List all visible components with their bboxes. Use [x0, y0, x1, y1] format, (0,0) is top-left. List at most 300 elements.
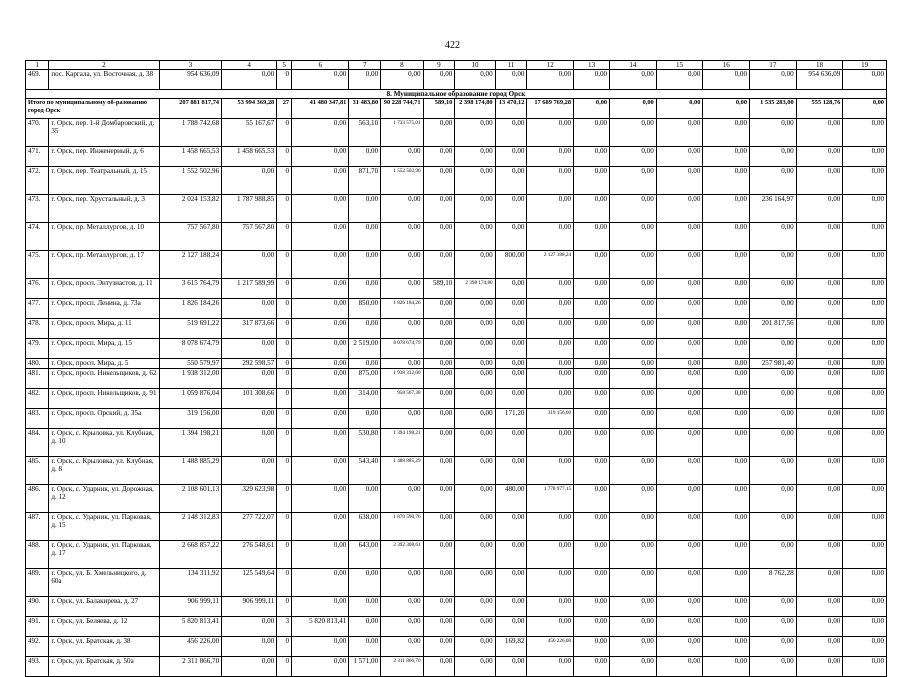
value-cell: 0,00 [796, 429, 843, 457]
value-cell: 0,00 [750, 251, 797, 279]
value-cell: 0,00 [292, 147, 349, 167]
value-cell: 0,00 [292, 541, 349, 569]
value-cell: 0,00 [796, 617, 843, 637]
value-cell: 277 722,07 [222, 513, 277, 541]
row-number: 481. [26, 369, 49, 389]
value-cell: 0,00 [381, 279, 423, 299]
value-cell: 0,00 [750, 389, 797, 409]
register-table [25, 60, 887, 677]
value-cell: 0,00 [292, 513, 349, 541]
value-cell: 0 [277, 569, 292, 597]
value-cell: 0,00 [381, 70, 423, 90]
value-cell: 0,00 [455, 617, 495, 637]
row-number: 470. [26, 119, 49, 147]
value-cell: 0,00 [703, 279, 750, 299]
value-cell: 0,00 [423, 319, 455, 339]
value-cell: 276 548,61 [222, 541, 277, 569]
value-cell: 0,00 [750, 223, 797, 251]
value-cell: 0,00 [656, 195, 703, 223]
value-cell: 0,00 [349, 409, 381, 429]
total-row [26, 99, 887, 119]
value-cell: 0,00 [423, 485, 455, 513]
value-cell: 0,00 [423, 409, 455, 429]
value-cell: 1 458 665,53 [222, 147, 277, 167]
value-cell: 0,00 [455, 485, 495, 513]
value-cell: 1 488 885,29 [159, 457, 222, 485]
row-number: 477. [26, 299, 49, 319]
value-cell: 0,00 [495, 119, 527, 147]
value-cell: 0,00 [455, 147, 495, 167]
value-cell: 2 668 857,22 [159, 541, 222, 569]
value-cell: 0,00 [423, 167, 455, 195]
table-row [26, 359, 887, 369]
total-value-cell: 0,00 [610, 99, 657, 119]
value-cell: 0,00 [455, 251, 495, 279]
total-value-cell: 17 689 769,28 [527, 99, 574, 119]
value-cell: 0,00 [423, 657, 455, 677]
value-cell: 292 598,57 [222, 359, 277, 369]
row-number: 489. [26, 569, 49, 597]
value-cell: 0,00 [455, 513, 495, 541]
value-cell: 0,00 [574, 657, 610, 677]
value-cell: 0,00 [423, 369, 455, 389]
value-cell: 0,00 [796, 147, 843, 167]
value-cell: 0,00 [656, 279, 703, 299]
value-cell: 0,00 [455, 369, 495, 389]
value-cell: 0,00 [527, 70, 574, 90]
row-number: 480. [26, 359, 49, 369]
address-cell: пос. Каргала, ул. Восточная, д. 38 [49, 70, 159, 90]
total-value-cell: 53 994 369,28 [222, 99, 277, 119]
value-cell: 0,00 [796, 637, 843, 657]
value-cell: 0 [277, 251, 292, 279]
table-row [26, 369, 887, 389]
value-cell: 0,00 [843, 457, 887, 485]
value-cell: 0,00 [656, 637, 703, 657]
value-cell: 1 826 184,26 [381, 299, 423, 319]
value-cell: 0,00 [292, 319, 349, 339]
table-row [26, 319, 887, 339]
column-number-row [26, 61, 887, 70]
value-cell: 0,00 [750, 457, 797, 485]
value-cell: 0,00 [455, 223, 495, 251]
value-cell: 0 [277, 409, 292, 429]
value-cell: 0,00 [222, 70, 277, 90]
value-cell: 0,00 [381, 195, 423, 223]
value-cell: 530,80 [349, 429, 381, 457]
value-cell: 0,00 [796, 485, 843, 513]
value-cell: 0 [277, 513, 292, 541]
value-cell: 0,00 [222, 339, 277, 359]
address-cell: г. Орск, с. Ударник, ул. Дорожная, д. 12 [49, 485, 159, 513]
value-cell: 0,00 [703, 429, 750, 457]
value-cell: 0,00 [423, 147, 455, 167]
value-cell: 0,00 [843, 429, 887, 457]
value-cell: 0 [277, 223, 292, 251]
value-cell: 550 579,97 [159, 359, 222, 369]
value-cell: 0,00 [610, 617, 657, 637]
value-cell: 1 552 502,96 [381, 167, 423, 195]
value-cell: 0,00 [796, 223, 843, 251]
value-cell: 0,00 [455, 167, 495, 195]
value-cell: 0,00 [574, 251, 610, 279]
value-cell: 0,00 [750, 617, 797, 637]
value-cell: 0,00 [381, 319, 423, 339]
value-cell: 0,00 [843, 657, 887, 677]
value-cell: 0 [277, 319, 292, 339]
value-cell: 0,00 [574, 513, 610, 541]
value-cell: 0,00 [574, 339, 610, 359]
value-cell: 0,00 [703, 657, 750, 677]
value-cell: 0,00 [381, 597, 423, 617]
value-cell: 0,00 [574, 617, 610, 637]
value-cell: 0,00 [703, 597, 750, 617]
address-cell: г. Орск, ул. Братская, д. 50а [49, 657, 159, 677]
address-cell: г. Орск, просп. Мира, д. 15 [49, 339, 159, 359]
column-number: 14 [610, 61, 657, 70]
value-cell: 0,00 [527, 299, 574, 319]
value-cell: 0,00 [843, 339, 887, 359]
value-cell: 0,00 [703, 195, 750, 223]
address-cell: г. Орск, с. Ударник, ул. Парковая, д. 15 [49, 513, 159, 541]
address-cell: г. Орск, просп. Мира, д. 5 [49, 359, 159, 369]
value-cell: 101 308,66 [222, 389, 277, 409]
value-cell: 0,00 [495, 541, 527, 569]
address-cell: г. Орск, пер. Инженерный, д. 6 [49, 147, 159, 167]
value-cell: 0,00 [349, 359, 381, 369]
address-cell: г. Орск, ул. Беляева, д. 12 [49, 617, 159, 637]
total-value-cell: 41 480 347,81 [292, 99, 349, 119]
total-value-cell: 555 128,76 [796, 99, 843, 119]
value-cell: 2 519,00 [349, 339, 381, 359]
value-cell: 0,00 [222, 457, 277, 485]
value-cell: 319 156,00 [159, 409, 222, 429]
value-cell: 0,00 [656, 657, 703, 677]
value-cell: 257 981,40 [750, 359, 797, 369]
value-cell: 0,00 [610, 429, 657, 457]
value-cell: 0,00 [750, 513, 797, 541]
value-cell: 0,00 [656, 167, 703, 195]
value-cell: 2 311 866,70 [381, 657, 423, 677]
value-cell: 0,00 [610, 597, 657, 617]
value-cell: 0,00 [423, 251, 455, 279]
value-cell: 0,00 [495, 513, 527, 541]
total-value-cell: 31 483,80 [349, 99, 381, 119]
column-number: 17 [750, 61, 797, 70]
value-cell: 0,00 [656, 119, 703, 147]
column-number: 8 [381, 61, 423, 70]
value-cell: 0,00 [381, 359, 423, 369]
value-cell: 0,00 [455, 541, 495, 569]
address-cell: г. Орск, пр. Металлургов, д. 10 [49, 223, 159, 251]
value-cell: 954 636,09 [796, 70, 843, 90]
value-cell: 0,00 [455, 195, 495, 223]
table-row [26, 147, 887, 167]
value-cell: 0,00 [843, 569, 887, 597]
total-value-cell: 0,00 [843, 99, 887, 119]
value-cell: 1 488 885,29 [381, 457, 423, 485]
value-cell: 0,00 [703, 637, 750, 657]
value-cell: 0,00 [610, 223, 657, 251]
value-cell: 0,00 [656, 359, 703, 369]
total-value-cell: 1 535 283,00 [750, 99, 797, 119]
value-cell: 1 394 198,21 [159, 429, 222, 457]
table-row [26, 541, 887, 569]
value-cell: 0,00 [843, 485, 887, 513]
value-cell: 0,00 [703, 541, 750, 569]
value-cell: 0,00 [796, 457, 843, 485]
value-cell: 906 999,11 [222, 597, 277, 617]
value-cell: 0,00 [843, 513, 887, 541]
value-cell: 1 938 312,00 [381, 369, 423, 389]
value-cell: 0,00 [656, 299, 703, 319]
value-cell: 0,00 [292, 119, 349, 147]
value-cell: 0,00 [610, 70, 657, 90]
address-cell: г. Орск, пр. Металлургов, д. 17 [49, 251, 159, 279]
value-cell: 0,00 [527, 389, 574, 409]
value-cell: 0,00 [843, 299, 887, 319]
value-cell: 0,00 [527, 429, 574, 457]
value-cell: 0,00 [843, 369, 887, 389]
value-cell: 0,00 [843, 319, 887, 339]
value-cell: 0,00 [349, 195, 381, 223]
value-cell: 0 [277, 299, 292, 319]
value-cell: 871,70 [349, 167, 381, 195]
value-cell: 0,00 [656, 513, 703, 541]
value-cell: 800,00 [495, 251, 527, 279]
value-cell: 0,00 [495, 429, 527, 457]
value-cell: 0,00 [610, 485, 657, 513]
value-cell: 0,00 [843, 279, 887, 299]
value-cell: 0,00 [222, 409, 277, 429]
total-value-cell: 0,00 [574, 99, 610, 119]
value-cell: 0,00 [574, 147, 610, 167]
value-cell: 0,00 [574, 70, 610, 90]
value-cell: 0,00 [292, 279, 349, 299]
table-row [26, 513, 887, 541]
value-cell: 0,00 [843, 223, 887, 251]
value-cell: 319 156,00 [527, 409, 574, 429]
value-cell: 1 788 742,68 [159, 119, 222, 147]
value-cell: 0,00 [703, 119, 750, 147]
value-cell: 3 [277, 617, 292, 637]
value-cell: 0,00 [527, 657, 574, 677]
value-cell: 134 311,92 [159, 569, 222, 597]
value-cell: 0,00 [750, 70, 797, 90]
value-cell: 0,00 [527, 339, 574, 359]
value-cell: 0,00 [222, 299, 277, 319]
row-number: 479. [26, 339, 49, 359]
value-cell: 0,00 [703, 147, 750, 167]
value-cell: 958 567,38 [381, 389, 423, 409]
value-cell: 0,00 [796, 389, 843, 409]
value-cell: 0,00 [349, 70, 381, 90]
value-cell: 0 [277, 541, 292, 569]
value-cell: 0,00 [750, 597, 797, 617]
value-cell: 757 567,80 [222, 223, 277, 251]
row-number: 484. [26, 429, 49, 457]
value-cell: 0,00 [703, 457, 750, 485]
value-cell: 0,00 [750, 119, 797, 147]
value-cell: 1 394 198,21 [381, 429, 423, 457]
value-cell: 0,00 [750, 339, 797, 359]
value-cell: 1 059 876,04 [159, 389, 222, 409]
column-number: 12 [527, 61, 574, 70]
table-row [26, 279, 887, 299]
value-cell: 0,00 [796, 279, 843, 299]
value-cell: 1 733 575,01 [381, 119, 423, 147]
value-cell: 0,00 [610, 569, 657, 597]
value-cell: 0,00 [750, 299, 797, 319]
value-cell: 0,00 [527, 195, 574, 223]
value-cell: 0,00 [423, 429, 455, 457]
value-cell: 0,00 [527, 319, 574, 339]
row-number: 472. [26, 167, 49, 195]
value-cell: 643,00 [349, 541, 381, 569]
value-cell: 0,00 [703, 359, 750, 369]
value-cell: 519 691,22 [159, 319, 222, 339]
value-cell: 0,00 [292, 569, 349, 597]
value-cell: 0,00 [423, 359, 455, 369]
value-cell: 0,00 [381, 251, 423, 279]
value-cell: 0,00 [656, 617, 703, 637]
row-number: 488. [26, 541, 49, 569]
value-cell: 236 164,97 [750, 195, 797, 223]
value-cell: 0,00 [349, 597, 381, 617]
value-cell: 0,00 [292, 359, 349, 369]
value-cell: 0,00 [455, 389, 495, 409]
value-cell: 0,00 [381, 617, 423, 637]
value-cell: 55 167,67 [222, 119, 277, 147]
value-cell: 0,00 [423, 541, 455, 569]
value-cell: 0,00 [750, 541, 797, 569]
value-cell: 0,00 [292, 299, 349, 319]
value-cell: 0,00 [349, 147, 381, 167]
value-cell: 0,00 [423, 119, 455, 147]
value-cell: 2 108 601,13 [159, 485, 222, 513]
value-cell: 563,10 [349, 119, 381, 147]
value-cell: 201 817,56 [750, 319, 797, 339]
section-title-row [26, 90, 887, 99]
row-number: 485. [26, 457, 49, 485]
value-cell: 0,00 [796, 299, 843, 319]
value-cell: 0,00 [574, 597, 610, 617]
value-cell: 0,00 [574, 637, 610, 657]
value-cell: 0,00 [574, 195, 610, 223]
value-cell: 0,00 [574, 359, 610, 369]
value-cell: 0,00 [796, 319, 843, 339]
address-cell: г. Орск, просп. Никельщиков, д. 62 [49, 369, 159, 389]
value-cell: 0,00 [455, 409, 495, 429]
value-cell: 0 [277, 195, 292, 223]
value-cell: 0,00 [656, 319, 703, 339]
value-cell: 0,00 [610, 409, 657, 429]
value-cell: 0,00 [495, 389, 527, 409]
value-cell: 0,00 [750, 369, 797, 389]
value-cell: 0,00 [574, 319, 610, 339]
value-cell: 0,00 [843, 119, 887, 147]
address-cell: г. Орск, ул. Братская, д. 38 [49, 637, 159, 657]
value-cell: 0,00 [574, 389, 610, 409]
value-cell: 0 [277, 369, 292, 389]
value-cell: 850,00 [349, 299, 381, 319]
value-cell: 0,00 [455, 70, 495, 90]
address-cell: г. Орск, с. Крыловка, ул. Клубная, д. 8 [49, 457, 159, 485]
value-cell: 0,00 [843, 359, 887, 369]
value-cell: 456 226,00 [527, 637, 574, 657]
value-cell: 0,00 [610, 339, 657, 359]
value-cell: 0,00 [495, 167, 527, 195]
value-cell: 0,00 [349, 223, 381, 251]
value-cell: 0,00 [527, 597, 574, 617]
value-cell: 1 787 988,85 [222, 195, 277, 223]
value-cell: 0,00 [423, 70, 455, 90]
value-cell: 0,00 [656, 339, 703, 359]
value-cell: 0,00 [292, 597, 349, 617]
value-cell: 1 458 665,53 [159, 147, 222, 167]
value-cell: 0,00 [495, 319, 527, 339]
value-cell: 906 999,11 [159, 597, 222, 617]
value-cell: 169,82 [495, 637, 527, 657]
page-number: 422 [445, 40, 460, 51]
value-cell: 0,00 [843, 409, 887, 429]
value-cell: 0,00 [703, 251, 750, 279]
value-cell: 317 873,66 [222, 319, 277, 339]
value-cell: 0,00 [349, 251, 381, 279]
table-row [26, 339, 887, 359]
value-cell: 0,00 [750, 657, 797, 677]
address-cell: г. Орск, пер. Театральный, д. 15 [49, 167, 159, 195]
value-cell: 0,00 [610, 319, 657, 339]
value-cell: 0,00 [381, 485, 423, 513]
value-cell: 0,00 [455, 299, 495, 319]
value-cell: 0,00 [610, 119, 657, 147]
row-number: 482. [26, 389, 49, 409]
value-cell: 0,00 [423, 597, 455, 617]
value-cell: 0,00 [843, 70, 887, 90]
value-cell: 0,00 [796, 339, 843, 359]
column-number: 18 [796, 61, 843, 70]
value-cell: 0,00 [527, 457, 574, 485]
row-number: 493. [26, 657, 49, 677]
table-row [26, 485, 887, 513]
value-cell: 0,00 [423, 223, 455, 251]
value-cell: 0,00 [656, 485, 703, 513]
value-cell: 0,00 [796, 195, 843, 223]
value-cell: 0,00 [292, 70, 349, 90]
column-number: 5 [277, 61, 292, 70]
value-cell: 0,00 [527, 167, 574, 195]
value-cell: 456 226,00 [159, 637, 222, 657]
value-cell: 0,00 [750, 167, 797, 195]
section-title: 8. Муниципальное образование город Орск [26, 90, 887, 99]
value-cell: 0,00 [610, 637, 657, 657]
value-cell: 0,00 [703, 70, 750, 90]
value-cell: 0,00 [423, 339, 455, 359]
value-cell: 0,00 [495, 70, 527, 90]
value-cell: 0,00 [222, 429, 277, 457]
row-number: 471. [26, 147, 49, 167]
value-cell: 0 [277, 597, 292, 617]
address-cell: г. Орск, ул. Балакирева, д. 27 [49, 597, 159, 617]
value-cell: 0,00 [381, 409, 423, 429]
value-cell: 0,00 [455, 359, 495, 369]
value-cell: 638,00 [349, 513, 381, 541]
value-cell: 0,00 [750, 485, 797, 513]
value-cell: 954 636,09 [159, 70, 222, 90]
value-cell: 0,00 [574, 429, 610, 457]
value-cell: 0 [277, 637, 292, 657]
